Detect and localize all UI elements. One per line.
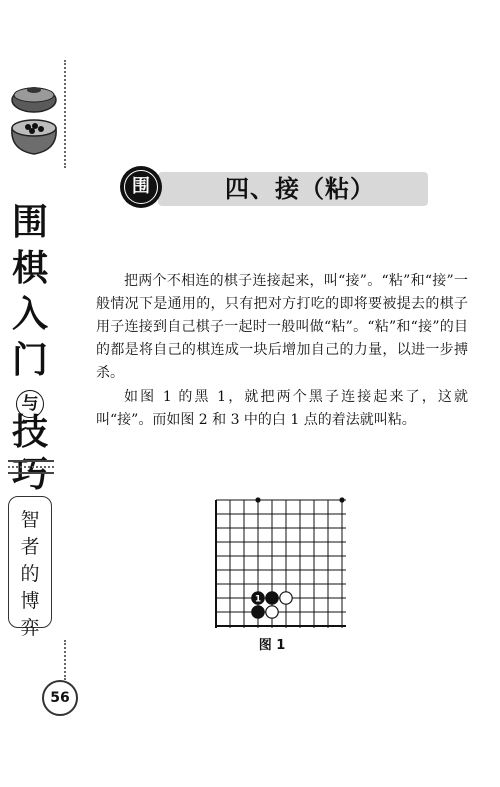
go-board-diagram	[212, 494, 346, 630]
sidebar-title-top	[4, 200, 56, 384]
sidebar-title-char: 巧	[11, 454, 48, 495]
star-point	[339, 497, 344, 502]
figure-caption: 图 1	[258, 638, 286, 653]
star-point	[255, 497, 260, 502]
sidebar-rule-dotted	[8, 466, 54, 468]
sidebar-title-char: 与	[16, 390, 44, 418]
sidebar-title-char: 围	[11, 202, 48, 243]
motto-char: 智	[20, 509, 40, 531]
sidebar-title-char: 棋	[11, 248, 48, 289]
sidebar-motto	[8, 496, 52, 639]
black-stone	[266, 592, 278, 604]
motto-char: 者	[20, 536, 40, 558]
sidebar-title-bottom	[4, 412, 56, 496]
black-stone	[252, 606, 264, 618]
sidebar-dotted-line-bottom	[64, 640, 66, 680]
paragraph-example: 如图 1 的黑 1，就把两个黑子连接起来了，这就叫“接”。而如图 2 和 3 中的白 1 点的着法就叫粘。	[96, 389, 468, 428]
stone-label: 1	[254, 594, 262, 605]
motto-char: 博	[20, 590, 40, 612]
white-stone	[280, 592, 292, 604]
go-bowls-icon	[4, 78, 64, 158]
sidebar-title-char: 入	[11, 294, 48, 335]
sidebar-title-char: 技	[11, 412, 48, 453]
chapter-title: 四、接（粘）	[225, 174, 375, 203]
motto-char: 的	[20, 563, 40, 585]
sidebar-rule	[8, 460, 54, 462]
white-stone	[266, 606, 278, 618]
emblem-char: 围	[132, 176, 150, 197]
paragraph-intro: 把两个不相连的棋子连接起来，叫“接”。“粘”和“接”一般情况下是通用的，只有把对方打吃的即将要被提去的棋子用子连接到自己棋子一起时一般叫做“粘”。“粘”和“接”的目的都是将自己的棋连成一块后增加自己的力量，以进一步搏杀。	[96, 273, 468, 381]
go-emblem-icon	[120, 166, 162, 208]
sidebar-rule	[8, 472, 54, 474]
emblem-ring	[124, 170, 158, 204]
motto-char: 弈	[20, 617, 40, 639]
sidebar-title-char: 门	[11, 340, 48, 381]
page-number: 56	[42, 680, 78, 716]
sidebar-dotted-line-top	[64, 60, 66, 168]
